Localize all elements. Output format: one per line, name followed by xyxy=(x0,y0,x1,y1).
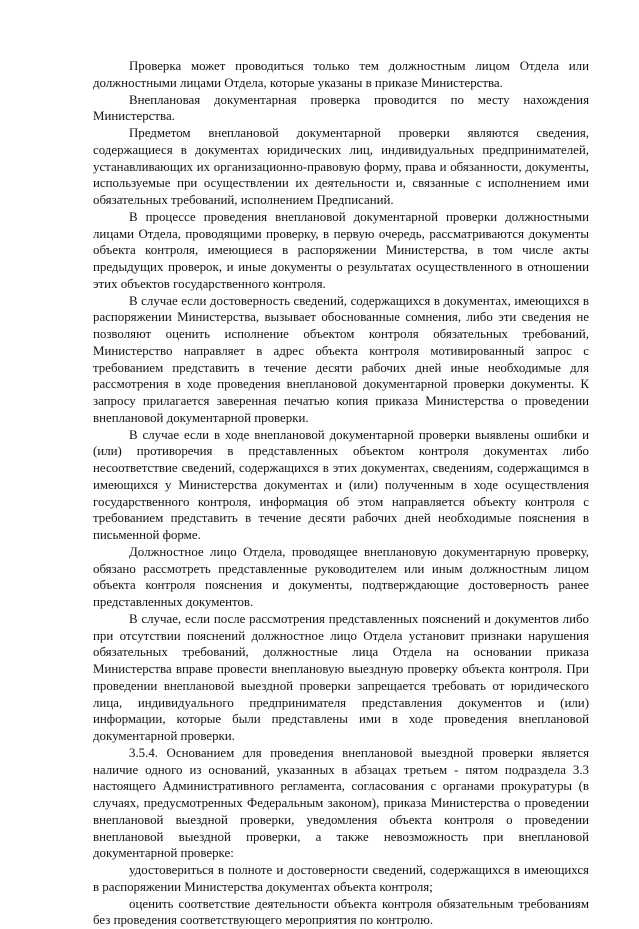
document-body xyxy=(93,58,589,929)
paragraph-official-duty: Должностное лицо Отдела, проводящее внеплановую документарную проверку, обязано рассмотреть представленные руководителем или иным должностным лицом объекта контроля пояснения и документы, подтверждающие достоверность ранее представленных документов. xyxy=(93,544,589,611)
paragraph-inspection-subject: Предметом внеплановой документарной проверки являются сведения, содержащиеся в документах юридических лиц, индивидуальных предпринимателей, устанавливающих их организационно-правовую форму, права и обязанности, документы, используемые при осуществлении их деятельности и, связанные с исполнением ими обязательных требований, исполнением Предписаний. xyxy=(93,125,589,209)
paragraph-assess-compliance: оценить соответствие деятельности объекта контроля обязательным требованиям без проведения соответствующего мероприятия по контролю. xyxy=(93,896,589,929)
paragraph-inspector-restriction: Проверка может проводиться только тем должностным лицом Отдела или должностными лицами Отдела, которые указаны в приказе Министерства. xyxy=(93,58,589,92)
paragraph-inspection-location: Внеплановая документарная проверка проводится по месту нахождения Министерства. xyxy=(93,92,589,126)
paragraph-onsite-inspection: В случае, если после рассмотрения представленных пояснений и документов либо при отсутствии пояснений должностное лицо Отдела установит признаки нарушения обязательных требований, должностные лица Отдела на основании приказа Министерства вправе провести внеплановую выездную проверку объекта контроля. При проведении внеплановой выездной проверки запрещается требовать от юридического лица, индивидуального предпринимателя представления документов и (или) информации, которые были представлены ими в ходе проведения внеплановой документарной проверки. xyxy=(93,611,589,745)
paragraph-verify-completeness: удостовериться в полноте и достоверности сведений, содержащихся в имеющихся в распоряжении Министерства документах объекта контроля; xyxy=(93,862,589,896)
paragraph-document-review: В процессе проведения внеплановой документарной проверки должностными лицами Отдела, проводящими проверку, в первую очередь, рассматриваются документы объекта контроля, имеющиеся в распоряжении Министерства, в том числе акты предыдущих проверок, и иные документы о результатах осуществленного в отношении этих объектов государственного контроля. xyxy=(93,209,589,293)
paragraph-document-request: В случае если достоверность сведений, содержащихся в документах, имеющихся в распоряжении Министерства, вызывает обоснованные сомнения, либо эти сведения не позволяют оценить исполнение объектом контроля обязательных требований, Министерство направляет в адрес объекта контроля мотивированный запрос с требованием представить в течение десяти рабочих дней иные необходимые для рассмотрения в ходе проведения внеплановой документарной проверки документы. К запросу прилагается заверенная печатью копия приказа Министерства о проведении внеплановой документарной проверки. xyxy=(93,293,589,427)
paragraph-errors-found: В случае если в ходе внеплановой документарной проверки выявлены ошибки и (или) противоречия в представленных объектом контроля документах либо несоответствие сведений, содержащихся в этих документах, сведениям, содержащимся в имеющихся у Министерства документах и (или) полученным в ходе осуществления государственного контроля, информация об этом направляется объекту контроля с требованием представить в течение десяти рабочих дней необходимые пояснения в письменной форме. xyxy=(93,427,589,544)
paragraph-section-3-5-4: 3.5.4. Основанием для проведения внеплановой выездной проверки является наличие одного из оснований, указанных в абзацах третьем - пятом подраздела 3.3 настоящего Административного регламента, согласования с органами прокуратуры (в случаях, предусмотренных Федеральным законом), приказа Министерства о проведении внеплановой выездной проверки, уведомления объекта контроля о проведении внеплановой выездной проверки, а также невозможность при внеплановой документарной проверке: xyxy=(93,745,589,862)
